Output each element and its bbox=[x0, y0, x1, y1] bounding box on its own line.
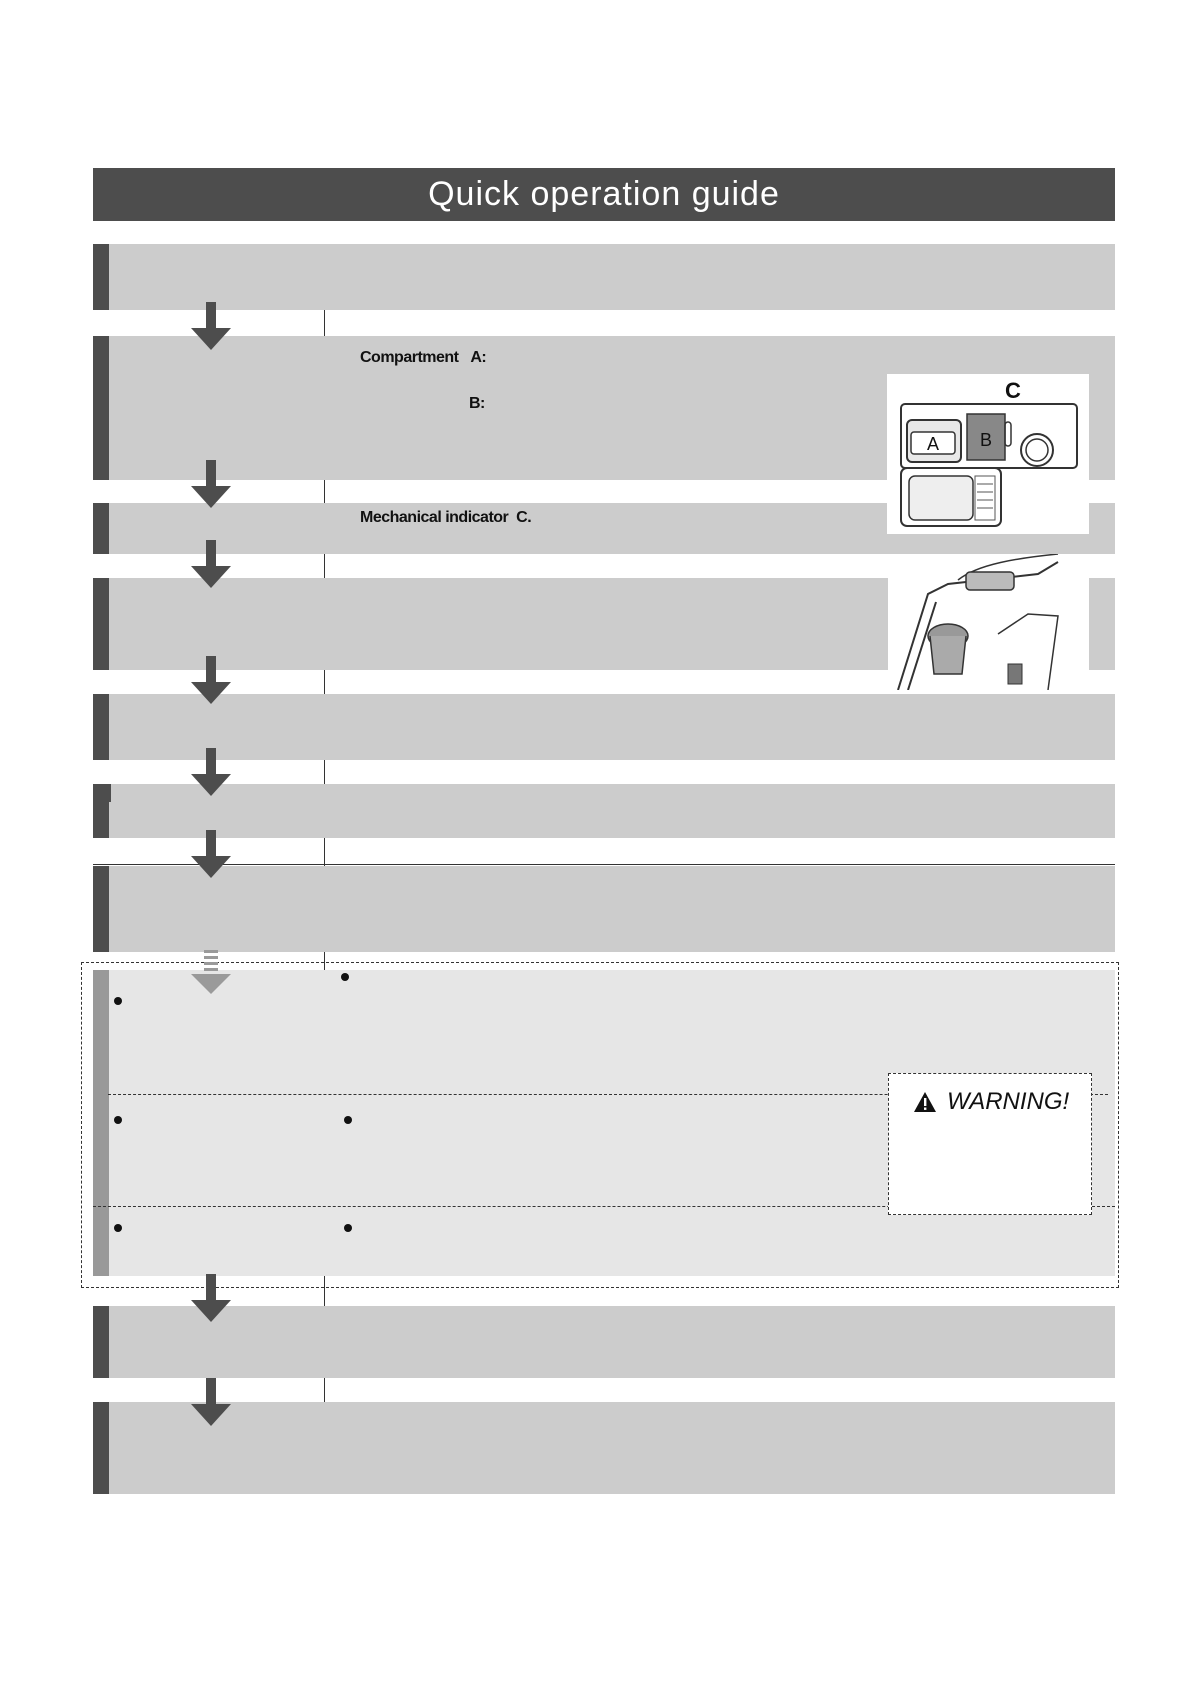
bullet-dot-icon bbox=[114, 1224, 122, 1232]
figure-letter-b: B bbox=[979, 430, 993, 450]
bullet-dot-icon bbox=[114, 997, 122, 1005]
step-row-9 bbox=[93, 1402, 1115, 1494]
options-marker bbox=[93, 970, 109, 1276]
down-arrow-icon bbox=[191, 656, 231, 706]
down-arrow-icon bbox=[191, 1274, 231, 1324]
figure-letter-a: A bbox=[926, 434, 940, 454]
step-marker-6-tab bbox=[93, 784, 111, 802]
bullet-dot-icon bbox=[344, 1116, 352, 1124]
down-arrow-icon bbox=[191, 1378, 231, 1428]
step-marker-5 bbox=[93, 694, 109, 760]
indicator-c-label: C. bbox=[516, 509, 532, 526]
step-row-7 bbox=[93, 866, 1115, 952]
compartment-a-label: A: bbox=[470, 349, 487, 366]
down-arrow-icon bbox=[191, 830, 231, 880]
step-row-6 bbox=[93, 784, 1115, 838]
figure-letter-c: C bbox=[1005, 378, 1021, 403]
step-marker-9 bbox=[93, 1402, 109, 1494]
step-marker-2 bbox=[93, 336, 109, 480]
step-row-4-tail bbox=[1089, 578, 1115, 670]
step-marker-3 bbox=[93, 503, 109, 554]
page-title-text: Quick operation guide bbox=[428, 175, 780, 213]
warning-triangle-icon bbox=[913, 1091, 937, 1113]
down-arrow-icon bbox=[191, 540, 231, 590]
warning-title: WARNING! bbox=[913, 1088, 1069, 1116]
step-marker-7 bbox=[93, 866, 109, 952]
page-title bbox=[93, 168, 1115, 221]
step-marker-4 bbox=[93, 578, 109, 670]
down-arrow-icon bbox=[191, 302, 231, 352]
bullet-dot-icon bbox=[114, 1116, 122, 1124]
step-marker-8 bbox=[93, 1306, 109, 1378]
filling-illustration bbox=[888, 554, 1088, 690]
compartment-label: Compartment A: bbox=[360, 349, 487, 366]
bullet-dot-icon bbox=[341, 973, 349, 981]
filling-figure bbox=[888, 554, 1088, 690]
step-row-1 bbox=[93, 244, 1115, 310]
step-marker-1 bbox=[93, 244, 109, 310]
step-row-8 bbox=[93, 1306, 1115, 1378]
bullet-dot-icon bbox=[344, 1224, 352, 1232]
down-arrow-icon bbox=[191, 460, 231, 510]
dispenser-illustration bbox=[887, 374, 1089, 534]
faded-down-arrow-icon bbox=[191, 950, 231, 996]
down-arrow-icon bbox=[191, 748, 231, 798]
step-row-5 bbox=[93, 694, 1115, 760]
warning-box bbox=[888, 1073, 1092, 1215]
compartment-b-label: B: bbox=[469, 395, 485, 412]
separator-line bbox=[93, 864, 1115, 865]
dispenser-figure bbox=[887, 374, 1089, 534]
mechanical-indicator-label: Mechanical indicator C. bbox=[360, 509, 532, 526]
